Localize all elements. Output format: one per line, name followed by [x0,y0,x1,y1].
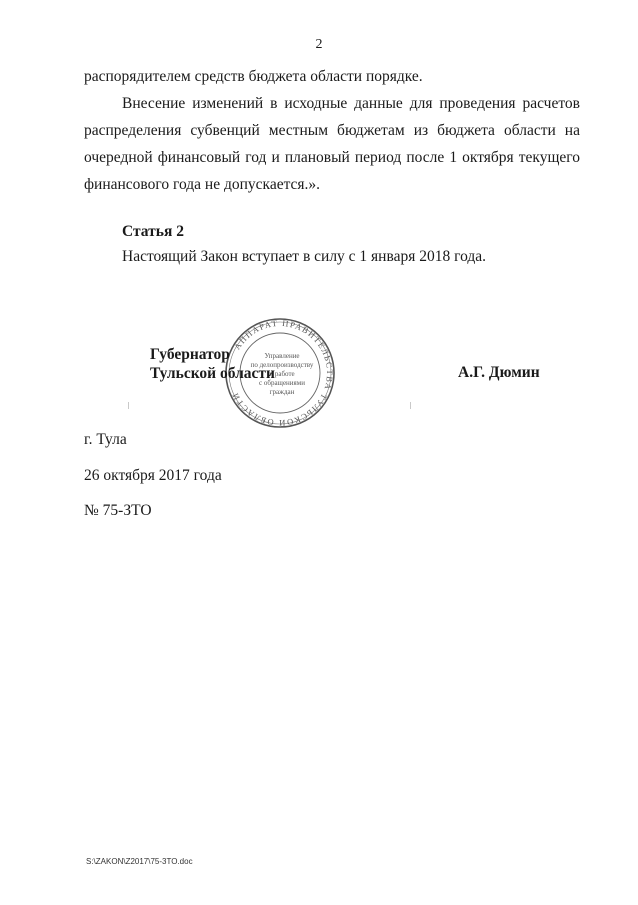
text-line: распределения субвенций местным бюджетам из бюджета области на [84,122,580,139]
text-line: Внесение изменений в исходные данные для проведения расчетов [122,95,580,112]
signatory-title-line: Губернатор [150,346,230,363]
scan-speck [410,402,411,409]
seal-inner-line: с обращениями [259,379,305,387]
paragraph-amendment [84,90,580,198]
file-path-footer: S:\ZAKON\Z2017\75-3TO.doc [86,857,193,866]
signing-date: 26 октября 2017 года [84,467,222,484]
text-line: очередной финансовый год и плановый период после 1 октября текущего [84,149,580,166]
article-heading: Статья 2 [122,223,184,240]
seal-inner-line: и работе [269,370,295,378]
scan-speck [128,402,129,409]
law-number: № 75-ЗТО [84,502,152,519]
place-of-signing: г. Тула [84,431,127,448]
seal-inner-line: граждан [269,388,295,396]
page-number: 2 [315,37,323,52]
paragraph-ending [84,63,580,90]
signatory-name: А.Г. Дюмин [458,364,540,381]
signatory-title-line: Тульской области [150,365,275,382]
signatory-title [150,345,275,383]
seal-outer-text-path: АППАРАТ ПРАВИТЕЛЬСТВА ТУЛЬСКОЙ ОБЛАСТИ [229,318,336,428]
seal-inner-line: по делопроизводству [250,361,314,369]
seal-inner-line: Управление [264,352,300,360]
article-text: Настоящий Закон вступает в силу с 1 января 2018 года. [122,248,487,265]
text-line: распорядителем средств бюджета области порядке. [84,68,423,85]
text-line: финансового года не допускается.». [84,176,321,193]
